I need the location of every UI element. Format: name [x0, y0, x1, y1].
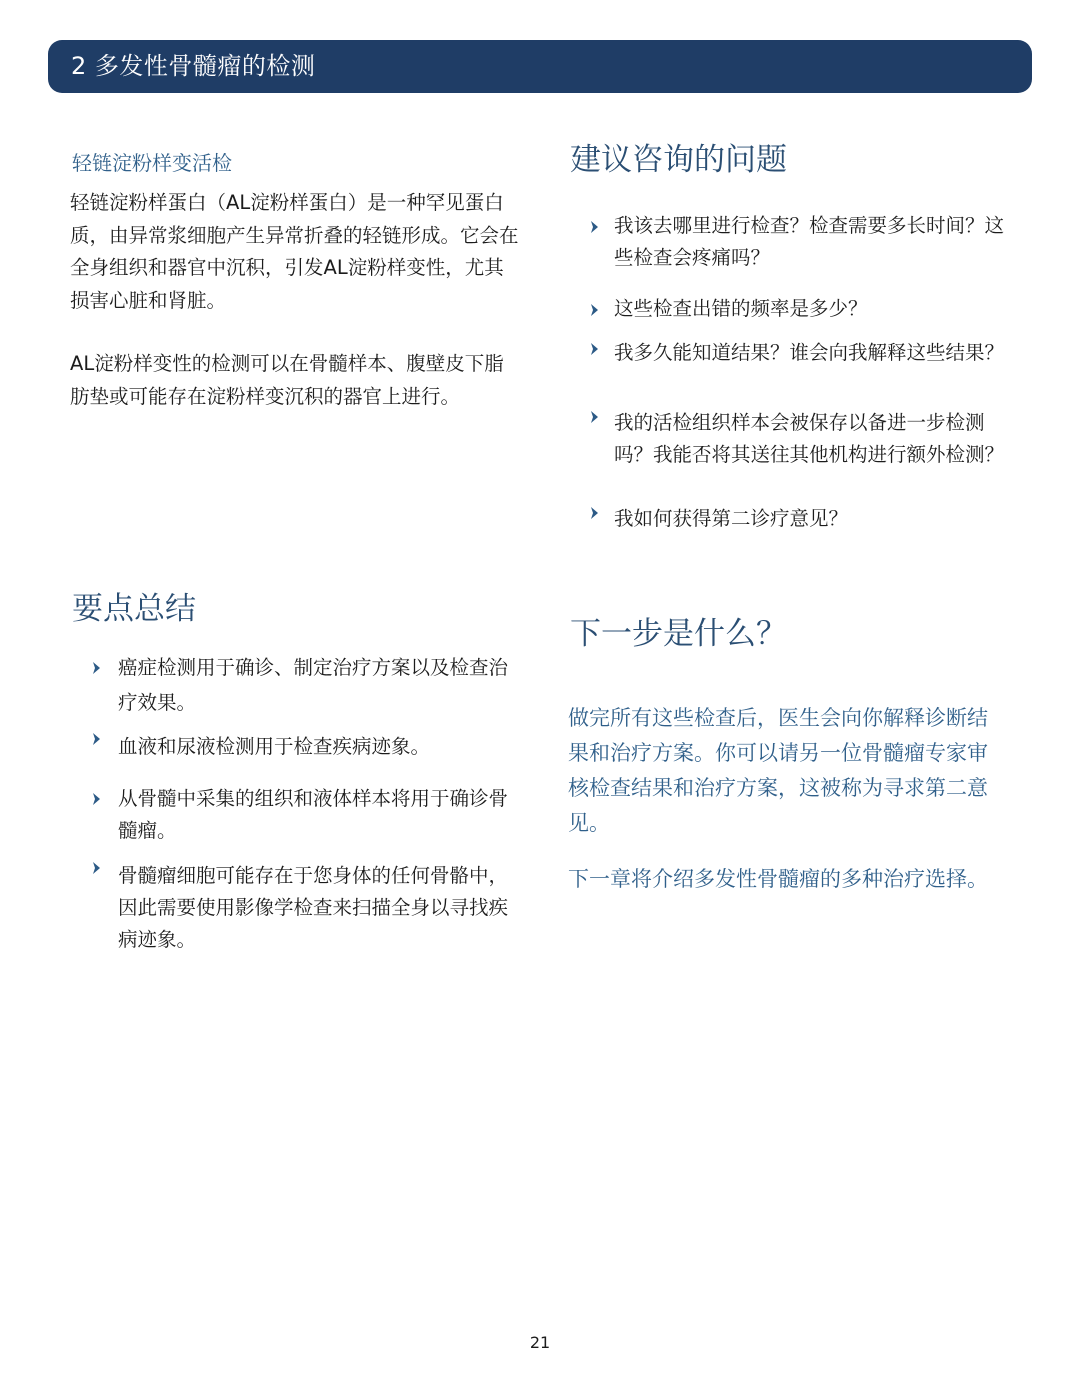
biopsy-heading: 轻链淀粉样变活检: [72, 151, 232, 175]
question-item: [588, 210, 1008, 274]
chevron-right-icon: [588, 503, 602, 523]
summary-item: [90, 783, 520, 847]
biopsy-paragraph-1: 轻链淀粉样蛋白（AL淀粉样蛋白）是一种罕见蛋白质，由异常浆细胞产生异常折叠的轻链形成。它会在全身组织和器官中沉积，引发AL淀粉样变性，尤其损害心脏和肾脏。: [70, 191, 519, 312]
question-text: 我如何获得第二诊疗意见？: [614, 507, 849, 530]
chevron-right-icon: [588, 300, 602, 320]
chapter-header: [48, 40, 1032, 93]
chevron-right-icon: [588, 217, 602, 237]
question-item: [588, 333, 1008, 372]
biopsy-paragraph-2: AL淀粉样变性的检测可以在骨髓样本、腹壁皮下脂肪垫或可能存在淀粉样变沉积的器官上进行。: [70, 352, 504, 408]
question-text: 这些检查出错的频率是多少？: [614, 297, 868, 320]
chevron-right-icon: [588, 407, 602, 427]
next-steps-paragraph-1: 做完所有这些检查后，医生会向你解释诊断结果和治疗方案。你可以请另一位骨髓瘤专家审核检查结果和治疗方案，这被称为寻求第二意见。: [568, 706, 988, 835]
chevron-right-icon: [90, 729, 104, 749]
summary-item: [90, 860, 520, 956]
questions-heading: 建议咨询的问题: [570, 142, 787, 178]
chevron-right-icon: [588, 339, 602, 359]
summary-text: 骨髓瘤细胞可能存在于您身体的任何骨骼中，因此需要使用影像学检查来扫描全身以寻找疾病迹象。: [118, 864, 509, 951]
question-text: 我该去哪里进行检查？检查需要多长时间？这些检查会疼痛吗？: [614, 214, 1005, 269]
question-item: [588, 407, 1008, 471]
question-item: [588, 293, 1008, 325]
chevron-right-icon: [90, 858, 104, 878]
question-item: [588, 503, 1008, 535]
question-text: 我多久能知道结果？谁会向我解释这些结果？: [614, 341, 1005, 364]
summary-item: [90, 650, 520, 720]
summary-text: 从骨髓中采集的组织和液体样本将用于确诊骨髓瘤。: [118, 787, 509, 842]
page-number: 21: [529, 1333, 551, 1352]
chapter-title: 2 多发性骨髓瘤的检测: [71, 52, 316, 80]
chevron-right-icon: [90, 789, 104, 809]
chevron-right-icon: [90, 658, 104, 678]
summary-heading: 要点总结: [72, 591, 196, 627]
question-text: 我的活检组织样本会被保存以备进一步检测吗？我能否将其送往其他机构进行额外检测？: [614, 411, 1005, 466]
summary-item: [90, 731, 520, 763]
next-steps-heading: 下一步是什么？: [570, 616, 787, 652]
next-steps-paragraph-2: 下一章将介绍多发性骨髓瘤的多种治疗选择。: [568, 867, 988, 891]
summary-text: 血液和尿液检测用于检查疾病迹象。: [118, 735, 431, 758]
summary-text: 癌症检测用于确诊、制定治疗方案以及检查治疗效果。: [118, 656, 509, 714]
